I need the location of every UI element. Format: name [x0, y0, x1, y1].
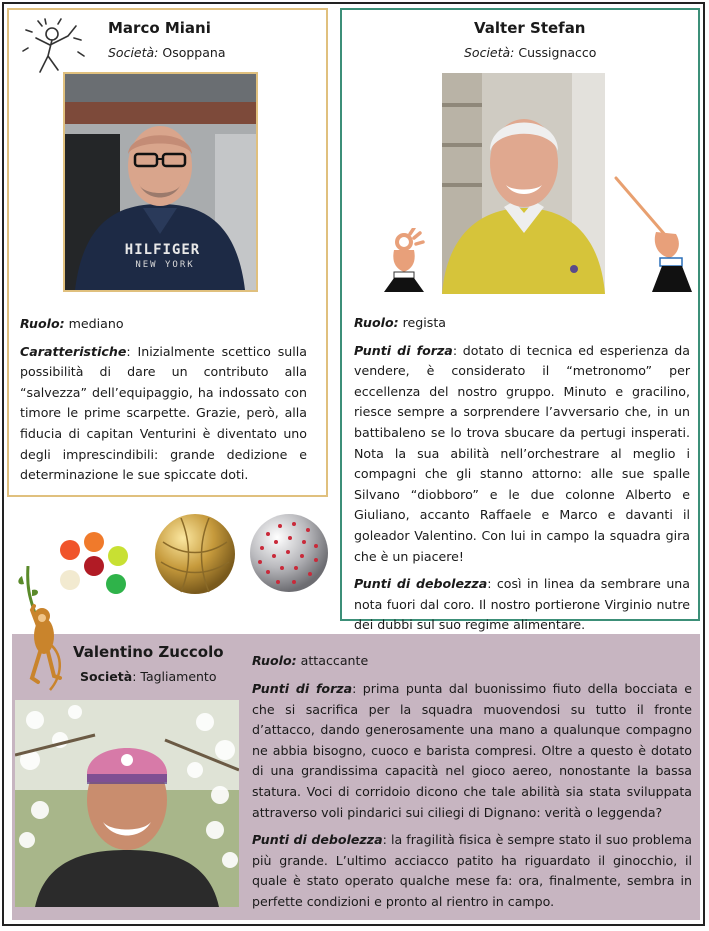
- marco-shirt-subtext: NEW YORK: [135, 260, 195, 270]
- marco-name: Marco Miani: [108, 19, 211, 37]
- valter-strength-label: Punti di forza: [354, 342, 453, 358]
- valter-weaknesses: [354, 574, 690, 636]
- valentino-role-label: Ruolo:: [252, 653, 297, 668]
- valter-name: Valter Stefan: [474, 19, 586, 37]
- dancing-figure-icon: [18, 18, 88, 80]
- marco-role-label: Ruolo:: [20, 316, 65, 331]
- valentino-weaknesses: [252, 830, 692, 912]
- marco-char-text: : Inizialmente scettico sulla possibilità di dare un contributo alla “salvezza” dell’equipaggio, ha indossato con timore le prime scarpette. Grazie, però, alla fiducia di capitan Venturini è diventato uno degli imprescindibili: grande dedizione e determinazione le sue spiccate doti.: [20, 343, 307, 483]
- valentino-society-value: : Tagliamento: [132, 669, 217, 684]
- valter-strengths: [354, 341, 690, 568]
- marco-shirt-text: HILFIGER: [124, 242, 201, 258]
- monkey-on-vine-icon: [14, 566, 70, 700]
- valentino-photo: [15, 700, 239, 907]
- valentino-description: [252, 679, 692, 920]
- valter-weakness-label: Punti di debolezza: [354, 576, 488, 592]
- valentino-strength-text: : prima punta dal buonissimo fiuto della bocciata e che si sacrifica per la squadra muovendosi su tutto il fronte d’attacco, dando generosamente una mano a qualunque compagno ne abbia bisogno, cuoco e barista compresi. Oltre a questo è dotato di una grandissima capacità nel gioco aereo, nonostante la bassa statura. Voci di corridoio dicono che tale abilità sia stata sviluppata attraverso voli pindarici sui ciliegi di Dignano: verità o leggenda?: [252, 681, 692, 820]
- valter-weakness-text: : così in linea da sembrare una nota fuori dal coro. Il nostro portierone Virginio nutre dei dubbi sul suo regime alimentare.: [354, 576, 691, 633]
- valter-society-value: Cussignacco: [518, 45, 597, 60]
- valentino-role-value: attaccante: [300, 653, 369, 668]
- marco-description: [20, 314, 307, 493]
- marco-society-label: Società:: [108, 45, 159, 60]
- valentino-society: [80, 669, 216, 684]
- marco-photo: [63, 72, 258, 292]
- ok-hand-icon: [380, 228, 428, 292]
- silver-dotted-boccia-ball-icon: [248, 512, 330, 594]
- valter-role: [354, 313, 690, 334]
- valter-role-value: regista: [402, 315, 447, 330]
- valter-society: [464, 45, 596, 60]
- conductor-baton-hand-icon: [612, 174, 694, 292]
- gold-boccia-ball-icon: [153, 512, 237, 596]
- valter-strength-text: : dotato di tecnica ed esperienza da vendere, è considerato il “metronomo” per eccellenza del nostro gruppo. Minuto e gracilino, riesce sempre a sorprendere l’avversario che, in un battibaleno se lo trova sbucare da pertugi insperati. Nota la sua abilità nell’orchestrare al meglio i compagni che gli stanno attorno: alle sue spalle Silvano “diobboro” e le due colonne Alberto e Giuliano, accanto Raffaele e Marco e davanti il goleador Valentino. Con lui in campo la squadra gira che è un piacere!: [354, 342, 690, 564]
- valentino-society-label: Società: [80, 669, 133, 684]
- valentino-weakness-label: Punti di debolezza: [252, 832, 383, 848]
- valter-photo: [442, 73, 605, 294]
- valter-description: [354, 313, 690, 643]
- valentino-weakness-text: : la fragilità fisica è sempre stato il suo problema più grande. L’ultimo acciacco patito ha riguardato il ginocchio, il quale è stato operato qualche mese fa: ora, finalmente, sembra in perfette condizioni e pronto al rientro in campo.: [252, 832, 692, 909]
- marco-characteristics: [20, 342, 307, 486]
- valter-role-label: Ruolo:: [354, 315, 399, 330]
- valentino-role: [252, 651, 690, 672]
- valentino-strength-label: Punti di forza: [252, 681, 353, 696]
- valentino-strengths: [252, 679, 692, 823]
- marco-role: [20, 314, 307, 335]
- marco-char-label: Caratteristiche: [20, 343, 127, 359]
- marco-society: [108, 45, 226, 60]
- marco-society-value: Osoppana: [162, 45, 226, 60]
- marco-role-value: mediano: [68, 316, 124, 331]
- valentino-name: Valentino Zuccolo: [73, 643, 224, 661]
- valter-society-label: Società:: [464, 45, 515, 60]
